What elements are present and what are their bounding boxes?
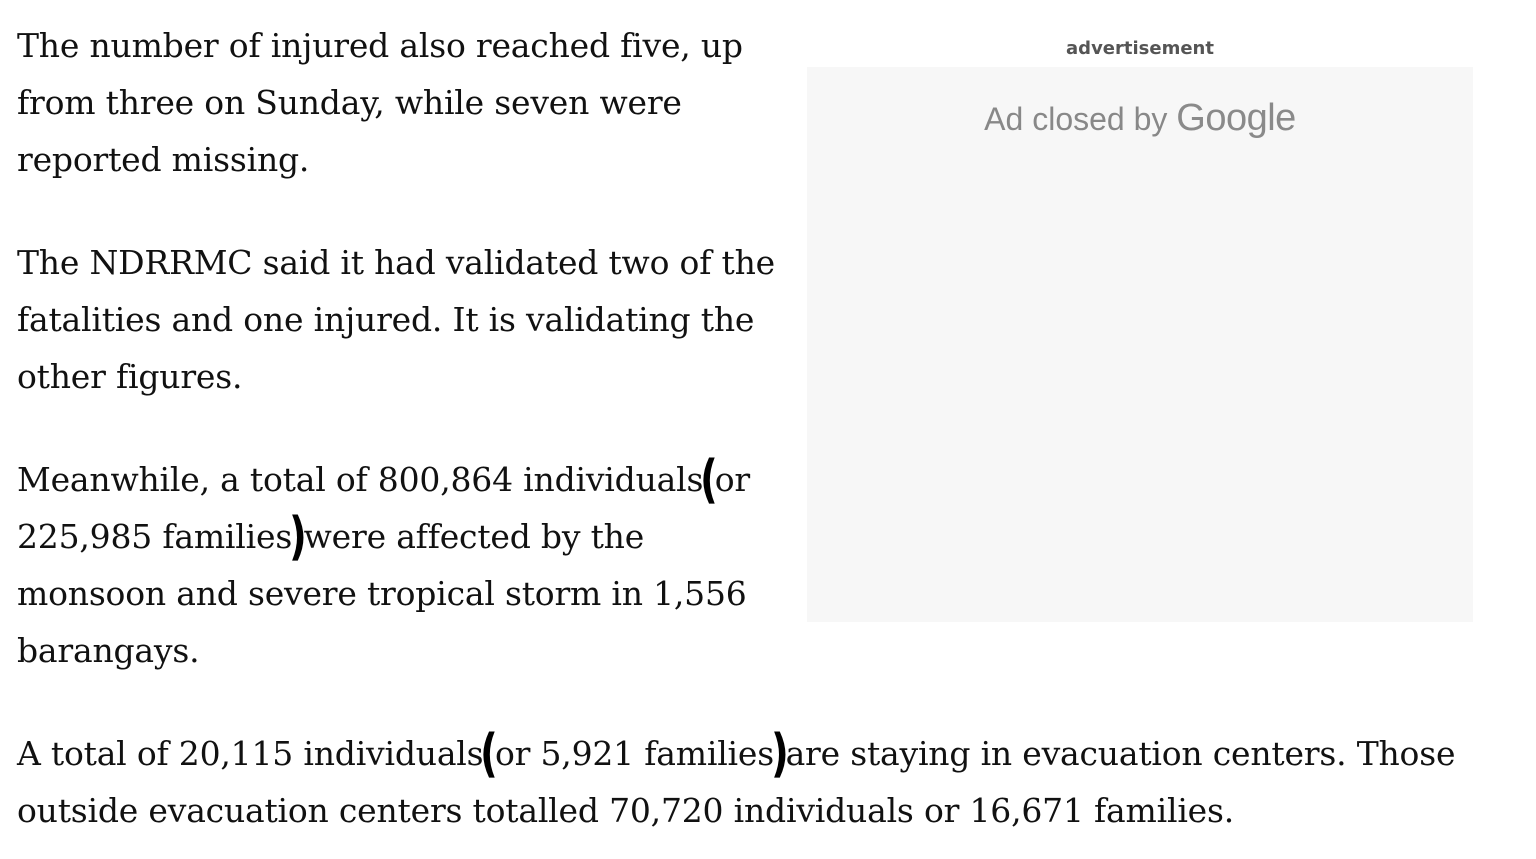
ad-closed-text: Ad closed by: [984, 101, 1177, 137]
affected-text-before: Meanwhile, a total of 800,864 individuals: [17, 460, 704, 499]
affected-text-after: were affected by the monsoon and severe tropical storm in 1,556 barangays.: [17, 517, 747, 670]
evacuation-text-after: are staying in evacuation centers. Those outside evacuation centers totalled 70,720 individuals or 16,671 families.: [17, 734, 1456, 830]
advertisement-label: advertisement: [1066, 38, 1214, 59]
evacuation-families: or 5,921 families: [494, 734, 774, 773]
paragraph-evacuation: A total of 20,115 individuals(or 5,921 families)are staying in evacuation centers. Those outside evacuation centers totalled 70,720 individuals or 16,671 families.: [17, 724, 1456, 830]
paragraph-validation: The NDRRMC said it had validated two of the fatalities and one injured. It is validating the other figures.: [17, 243, 775, 396]
affected-families: or 225,985 families: [17, 460, 751, 556]
paragraph-injured-missing: The number of injured also reached five, up from three on Sunday, while seven were reported missing.: [17, 26, 743, 179]
paragraph-affected: Meanwhile, a total of 800,864 individuals(or 225,985 families)were affected by the monsoon and severe tropical storm in 1,556 barangays.: [17, 450, 751, 670]
google-logo: Google: [1176, 97, 1296, 139]
ad-closed-message: [807, 97, 1473, 140]
ad-container[interactable]: [807, 67, 1473, 622]
evacuation-text-before: A total of 20,115 individuals: [17, 734, 484, 773]
